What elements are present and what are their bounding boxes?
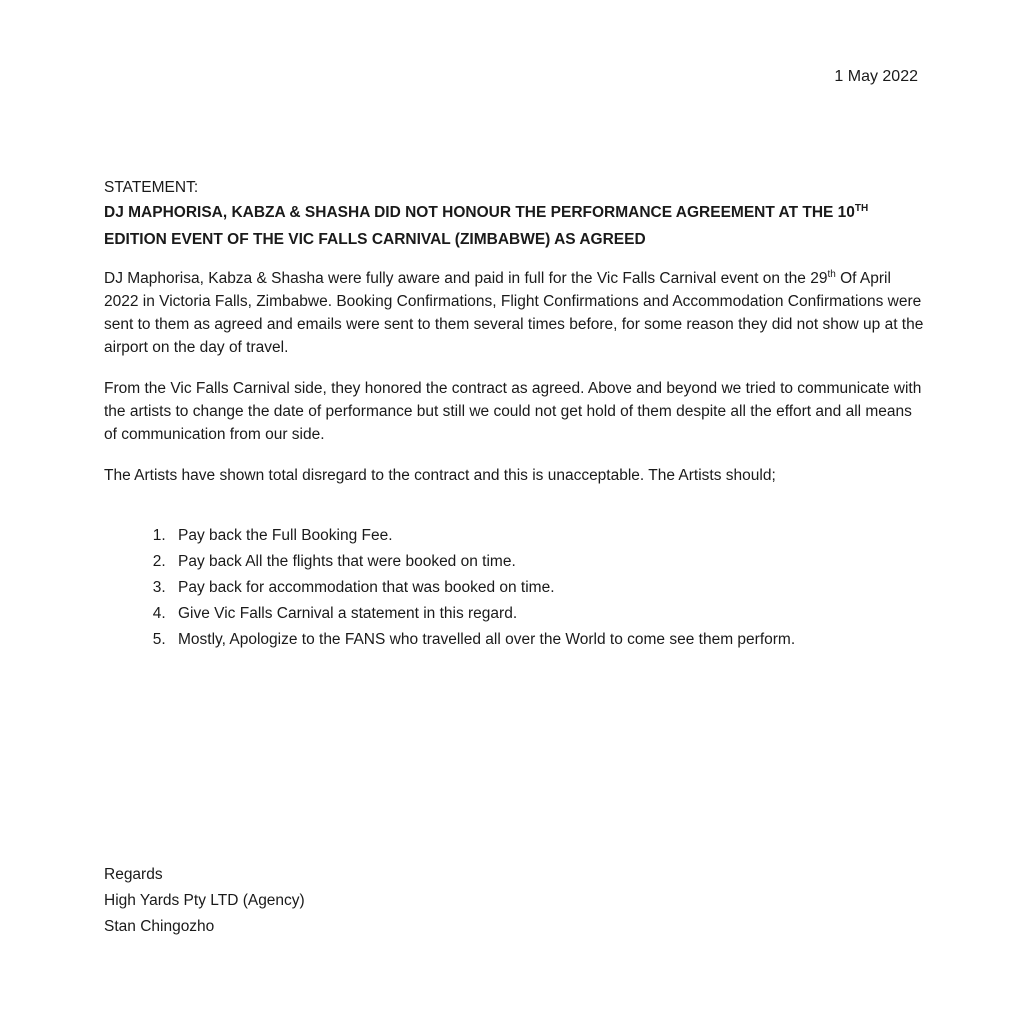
demand-item: 2. Pay back All the flights that were booked on time. bbox=[170, 549, 924, 575]
signature-block bbox=[104, 862, 305, 940]
paragraph-contract: From the Vic Falls Carnival side, they honored the contract as agreed. Above and beyond we tried to communicate with the artists to change the date of performance but still we could not get hold of them despite all the effort and all means of communication from our side. bbox=[104, 380, 922, 443]
signature-name: Stan Chingozho bbox=[104, 918, 215, 935]
paragraph-payment-start: DJ Maphorisa, Kabza & Shasha were fully aware and paid in full for the Vic Falls Carnival event on the 29 bbox=[104, 270, 828, 287]
signature-closing: Regards bbox=[104, 866, 163, 883]
headline-text-end: EDITION EVENT OF THE VIC FALLS CARNIVAL (ZIMBABWE) AS AGREED bbox=[104, 231, 646, 248]
headline-superscript: TH bbox=[854, 202, 869, 214]
signature-agency: High Yards Pty LTD (Agency) bbox=[104, 892, 305, 909]
paragraph-payment bbox=[104, 267, 924, 359]
paragraph-disregard: The Artists have shown total disregard to the contract and this is unacceptable. The Artists should; bbox=[104, 467, 776, 484]
document-body bbox=[104, 176, 924, 653]
demand-item: 4. Give Vic Falls Carnival a statement in this regard. bbox=[170, 601, 924, 627]
statement-headline bbox=[104, 199, 924, 253]
demand-item: 1. Pay back the Full Booking Fee. bbox=[170, 523, 924, 549]
headline-text-start: DJ MAPHORISA, KABZA & SHASHA DID NOT HONOUR THE PERFORMANCE AGREEMENT AT THE 10 bbox=[104, 204, 855, 221]
demands-list bbox=[104, 523, 924, 653]
paragraph-payment-end: Of April 2022 in Victoria Falls, Zimbabwe. Booking Confirmations, Flight Confirmations and Accommodation Confirmations were sent to them as agreed and emails were sent to them several times before, for some reason they did not show up at the airport on the day of travel. bbox=[104, 270, 924, 356]
demand-item: 5. Mostly, Apologize to the FANS who travelled all over the World to come see them perform. bbox=[170, 627, 924, 653]
demand-item: 3. Pay back for accommodation that was booked on time. bbox=[170, 575, 924, 601]
statement-label: STATEMENT: bbox=[104, 179, 199, 196]
document-date: 1 May 2022 bbox=[834, 68, 918, 85]
paragraph-payment-superscript: th bbox=[827, 268, 836, 280]
